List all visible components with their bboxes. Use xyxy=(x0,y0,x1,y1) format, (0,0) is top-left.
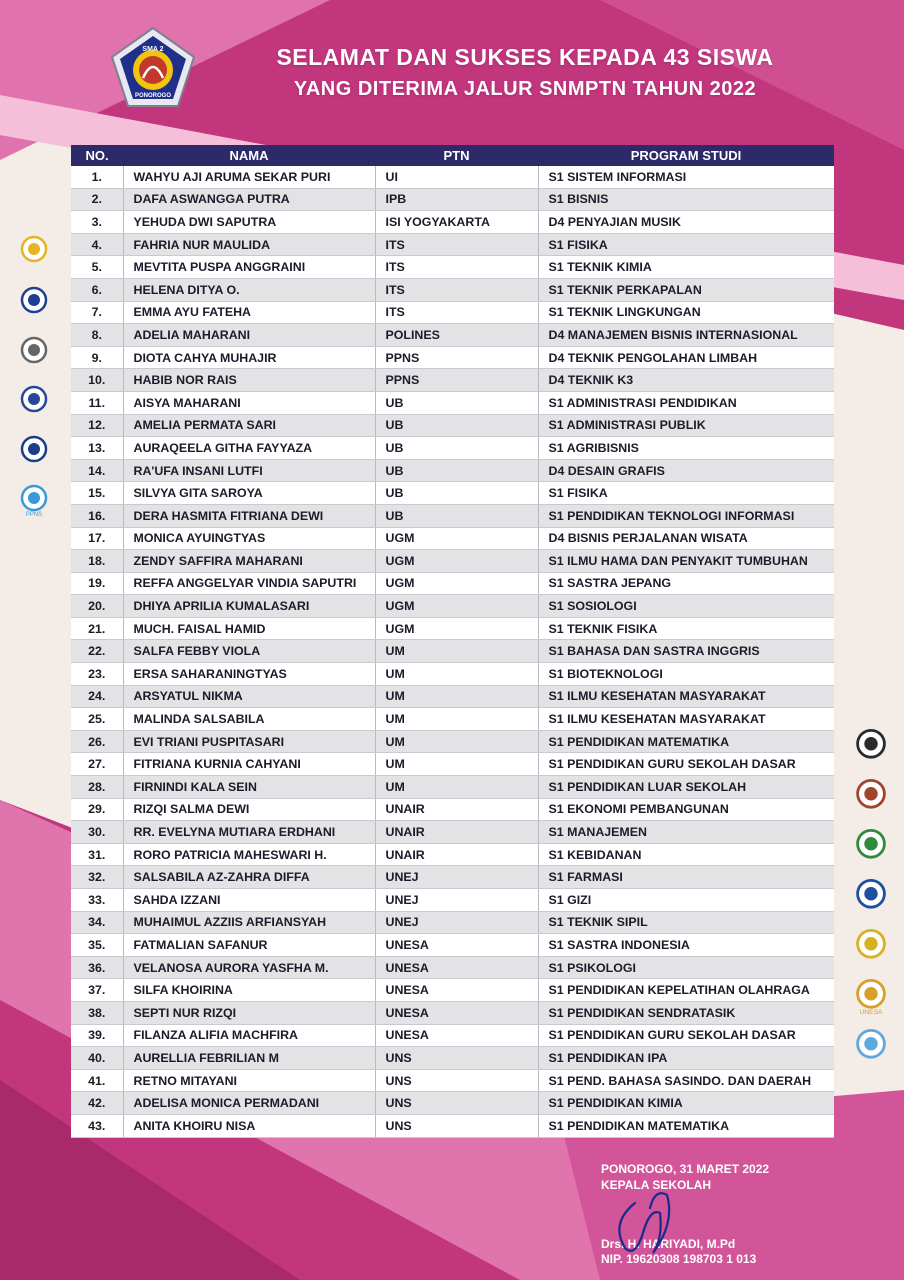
university-logo-icon xyxy=(852,1027,890,1065)
cell-no: 16. xyxy=(71,504,123,527)
cell-program-studi: S1 PENDIDIKAN GURU SEKOLAH DASAR xyxy=(538,1024,834,1047)
handwritten-signature-icon xyxy=(605,1183,695,1263)
cell-program-studi: S1 PENDIDIKAN SENDRATASIK xyxy=(538,1001,834,1024)
table-row xyxy=(71,233,834,256)
university-logo-icon xyxy=(852,877,890,915)
table-row xyxy=(71,437,834,460)
cell-ptn: UGM xyxy=(375,550,538,573)
cell-no: 12. xyxy=(71,414,123,437)
cell-program-studi: S1 PENDIDIKAN GURU SEKOLAH DASAR xyxy=(538,753,834,776)
cell-no: 20. xyxy=(71,595,123,618)
student-table xyxy=(71,145,834,1138)
cell-no: 37. xyxy=(71,979,123,1002)
cell-nama: SILFA KHOIRINA xyxy=(123,979,375,1002)
cell-ptn: IPB xyxy=(375,188,538,211)
cell-program-studi: S1 ILMU HAMA DAN PENYAKIT TUMBUHAN xyxy=(538,550,834,573)
cell-ptn: UNS xyxy=(375,1092,538,1115)
cell-nama: SALSABILA AZ-ZAHRA DIFFA xyxy=(123,866,375,889)
cell-ptn: UI xyxy=(375,166,538,188)
table-row xyxy=(71,278,834,301)
cell-ptn: UM xyxy=(375,776,538,799)
cell-no: 33. xyxy=(71,889,123,912)
table-row xyxy=(71,256,834,279)
cell-no: 2. xyxy=(71,188,123,211)
cell-program-studi: D4 MANAJEMEN BISNIS INTERNASIONAL xyxy=(538,324,834,347)
cell-no: 1. xyxy=(71,166,123,188)
cell-nama: SEPTI NUR RIZQI xyxy=(123,1001,375,1024)
cell-ptn: UNAIR xyxy=(375,821,538,844)
page-title: SELAMAT DAN SUKSES KEPADA 43 SISWA xyxy=(276,44,774,70)
table-row xyxy=(71,821,834,844)
cell-ptn: UNS xyxy=(375,1047,538,1070)
cell-program-studi: S1 KEBIDANAN xyxy=(538,843,834,866)
column-header-program-studi: PROGRAM STUDI xyxy=(538,145,834,166)
cell-nama: WAHYU AJI ARUMA SEKAR PURI xyxy=(123,166,375,188)
cell-no: 7. xyxy=(71,301,123,324)
university-logo-icon xyxy=(17,384,51,418)
university-logo-icon xyxy=(852,777,890,815)
cell-program-studi: S1 PENDIDIKAN MATEMATIKA xyxy=(538,730,834,753)
cell-no: 19. xyxy=(71,572,123,595)
cell-nama: ADELISA MONICA PERMADANI xyxy=(123,1092,375,1115)
cell-ptn: UNAIR xyxy=(375,798,538,821)
table-row xyxy=(71,685,834,708)
cell-ptn: ITS xyxy=(375,301,538,324)
cell-ptn: UB xyxy=(375,459,538,482)
cell-program-studi: S1 AGRIBISNIS xyxy=(538,437,834,460)
cell-program-studi: S1 ADMINISTRASI PUBLIK xyxy=(538,414,834,437)
table-row xyxy=(71,730,834,753)
cell-program-studi: S1 PENDIDIKAN MATEMATIKA xyxy=(538,1114,834,1137)
cell-nama: YEHUDA DWI SAPUTRA xyxy=(123,211,375,234)
cell-ptn: UNS xyxy=(375,1069,538,1092)
table-row xyxy=(71,504,834,527)
cell-program-studi: S1 SASTRA JEPANG xyxy=(538,572,834,595)
cell-program-studi: S1 ILMU KESEHATAN MASYARAKAT xyxy=(538,708,834,731)
table-row xyxy=(71,324,834,347)
cell-ptn: UM xyxy=(375,753,538,776)
cell-ptn: UM xyxy=(375,730,538,753)
cell-ptn: UB xyxy=(375,414,538,437)
cell-no: 10. xyxy=(71,369,123,392)
cell-program-studi: S1 PENDIDIKAN LUAR SEKOLAH xyxy=(538,776,834,799)
cell-program-studi: S1 PENDIDIKAN KEPELATIHAN OLAHRAGA xyxy=(538,979,834,1002)
cell-no: 4. xyxy=(71,233,123,256)
cell-nama: RORO PATRICIA MAHESWARI H. xyxy=(123,843,375,866)
cell-no: 27. xyxy=(71,753,123,776)
cell-nama: SALFA FEBBY VIOLA xyxy=(123,640,375,663)
cell-nama: DAFA ASWANGGA PUTRA xyxy=(123,188,375,211)
cell-no: 32. xyxy=(71,866,123,889)
cell-program-studi: D4 TEKNIK PENGOLAHAN LIMBAH xyxy=(538,346,834,369)
signature-place-date: PONOROGO, 31 MARET 2022 xyxy=(601,1162,770,1176)
cell-program-studi: D4 BISNIS PERJALANAN WISATA xyxy=(538,527,834,550)
university-logo-icon xyxy=(17,285,51,319)
cell-ptn: UB xyxy=(375,391,538,414)
cell-nama: ANITA KHOIRU NISA xyxy=(123,1114,375,1137)
cell-nama: ADELIA MAHARANI xyxy=(123,324,375,347)
table-row xyxy=(71,889,834,912)
unesa-logo-label: UNESA xyxy=(859,1008,883,1015)
cell-no: 3. xyxy=(71,211,123,234)
cell-ptn: UGM xyxy=(375,572,538,595)
table-row xyxy=(71,1092,834,1115)
cell-nama: MUCH. FAISAL HAMID xyxy=(123,617,375,640)
cell-nama: FAHRIA NUR MAULIDA xyxy=(123,233,375,256)
cell-program-studi: S1 BIOTEKNOLOGI xyxy=(538,663,834,686)
cell-no: 34. xyxy=(71,911,123,934)
cell-program-studi: S1 TEKNIK KIMIA xyxy=(538,256,834,279)
cell-no: 9. xyxy=(71,346,123,369)
cell-no: 40. xyxy=(71,1047,123,1070)
cell-program-studi: S1 ILMU KESEHATAN MASYARAKAT xyxy=(538,685,834,708)
cell-program-studi: S1 TEKNIK LINGKUNGAN xyxy=(538,301,834,324)
cell-program-studi: S1 TEKNIK SIPIL xyxy=(538,911,834,934)
university-logo-icon xyxy=(852,727,890,765)
table-row xyxy=(71,866,834,889)
cell-ptn: UM xyxy=(375,640,538,663)
cell-nama: SILVYA GITA SAROYA xyxy=(123,482,375,505)
cell-ptn: UNEJ xyxy=(375,889,538,912)
cell-nama: AURAQEELA GITHA FAYYAZA xyxy=(123,437,375,460)
cell-ptn: UM xyxy=(375,663,538,686)
cell-ptn: UB xyxy=(375,482,538,505)
cell-program-studi: S1 MANAJEMEN xyxy=(538,821,834,844)
cell-no: 28. xyxy=(71,776,123,799)
cell-no: 36. xyxy=(71,956,123,979)
cell-program-studi: S1 EKONOMI PEMBANGUNAN xyxy=(538,798,834,821)
cell-no: 38. xyxy=(71,1001,123,1024)
table-row xyxy=(71,391,834,414)
cell-program-studi: S1 PEND. BAHASA SASINDO. DAN DAERAH xyxy=(538,1069,834,1092)
cell-nama: HELENA DITYA O. xyxy=(123,278,375,301)
cell-no: 43. xyxy=(71,1114,123,1137)
table-row xyxy=(71,595,834,618)
cell-nama: DIOTA CAHYA MUHAJIR xyxy=(123,346,375,369)
table-row xyxy=(71,1001,834,1024)
table-row xyxy=(71,708,834,731)
cell-nama: AMELIA PERMATA SARI xyxy=(123,414,375,437)
cell-ptn: PPNS xyxy=(375,369,538,392)
cell-nama: MALINDA SALSABILA xyxy=(123,708,375,731)
cell-ptn: ITS xyxy=(375,278,538,301)
cell-ptn: UB xyxy=(375,504,538,527)
cell-program-studi: S1 SASTRA INDONESIA xyxy=(538,934,834,957)
cell-program-studi: S1 PENDIDIKAN IPA xyxy=(538,1047,834,1070)
table-row xyxy=(71,798,834,821)
cell-ptn: UNEJ xyxy=(375,911,538,934)
cell-nama: ZENDY SAFFIRA MAHARANI xyxy=(123,550,375,573)
cell-ptn: PPNS xyxy=(375,346,538,369)
cell-nama: DERA HASMITA FITRIANA DEWI xyxy=(123,504,375,527)
signature-name: Drs. H. HARIYADI, M.Pd xyxy=(601,1237,736,1251)
table-row xyxy=(71,301,834,324)
table-row xyxy=(71,188,834,211)
cell-no: 8. xyxy=(71,324,123,347)
cell-no: 11. xyxy=(71,391,123,414)
cell-ptn: UGM xyxy=(375,617,538,640)
ppns-logo-icon xyxy=(17,483,51,517)
cell-ptn: POLINES xyxy=(375,324,538,347)
cell-no: 41. xyxy=(71,1069,123,1092)
cell-program-studi: S1 ADMINISTRASI PENDIDIKAN xyxy=(538,391,834,414)
cell-program-studi: S1 TEKNIK FISIKA xyxy=(538,617,834,640)
table-row xyxy=(71,572,834,595)
cell-ptn: ITS xyxy=(375,256,538,279)
cell-nama: RR. EVELYNA MUTIARA ERDHANI xyxy=(123,821,375,844)
cell-program-studi: D4 PENYAJIAN MUSIK xyxy=(538,211,834,234)
cell-nama: MONICA AYUINGTYAS xyxy=(123,527,375,550)
cell-no: 15. xyxy=(71,482,123,505)
university-logo-icon xyxy=(852,927,890,965)
cell-no: 30. xyxy=(71,821,123,844)
table-row xyxy=(71,1114,834,1137)
signature-position: KEPALA SEKOLAH xyxy=(601,1178,712,1192)
table-row xyxy=(71,482,834,505)
table-row xyxy=(71,1069,834,1092)
cell-program-studi: S1 PENDIDIKAN KIMIA xyxy=(538,1092,834,1115)
cell-nama: VELANOSA AURORA YASFHA M. xyxy=(123,956,375,979)
cell-nama: MEVTITA PUSPA ANGGRAINI xyxy=(123,256,375,279)
cell-ptn: UM xyxy=(375,708,538,731)
table-row xyxy=(71,934,834,957)
school-logo-icon xyxy=(110,26,196,108)
table-row xyxy=(71,979,834,1002)
table-row xyxy=(71,166,834,188)
cell-no: 26. xyxy=(71,730,123,753)
table-row xyxy=(71,956,834,979)
cell-nama: FITRIANA KURNIA CAHYANI xyxy=(123,753,375,776)
table-row xyxy=(71,550,834,573)
cell-ptn: UNEJ xyxy=(375,866,538,889)
cell-ptn: UB xyxy=(375,437,538,460)
cell-program-studi: S1 BISNIS xyxy=(538,188,834,211)
cell-program-studi: S1 PSIKOLOGI xyxy=(538,956,834,979)
cell-no: 24. xyxy=(71,685,123,708)
cell-no: 22. xyxy=(71,640,123,663)
cell-program-studi: S1 BAHASA DAN SASTRA INGGRIS xyxy=(538,640,834,663)
cell-nama: HABIB NOR RAIS xyxy=(123,369,375,392)
cell-no: 21. xyxy=(71,617,123,640)
cell-no: 23. xyxy=(71,663,123,686)
cell-nama: AURELLIA FEBRILIAN M xyxy=(123,1047,375,1070)
cell-no: 39. xyxy=(71,1024,123,1047)
cell-ptn: UNESA xyxy=(375,1024,538,1047)
cell-no: 42. xyxy=(71,1092,123,1115)
cell-program-studi: D4 TEKNIK K3 xyxy=(538,369,834,392)
table-row xyxy=(71,1047,834,1070)
cell-ptn: UNESA xyxy=(375,979,538,1002)
cell-nama: REFFA ANGGELYAR VINDIA SAPUTRI xyxy=(123,572,375,595)
table-row xyxy=(71,1024,834,1047)
signature-nip: NIP. 19620308 198703 1 013 xyxy=(601,1252,757,1266)
table-row xyxy=(71,776,834,799)
cell-ptn: ISI YOGYAKARTA xyxy=(375,211,538,234)
table-row xyxy=(71,211,834,234)
cell-ptn: ITS xyxy=(375,233,538,256)
cell-no: 31. xyxy=(71,843,123,866)
cell-nama: FILANZA ALIFIA MACHFIRA xyxy=(123,1024,375,1047)
cell-nama: ERSA SAHARANINGTYAS xyxy=(123,663,375,686)
table-row xyxy=(71,346,834,369)
cell-program-studi: D4 DESAIN GRAFIS xyxy=(538,459,834,482)
logo-text-bottom: PONOROGO xyxy=(134,93,172,99)
table-row xyxy=(71,911,834,934)
university-logo-icon xyxy=(17,335,51,369)
cell-nama: ARSYATUL NIKMA xyxy=(123,685,375,708)
cell-program-studi: S1 FARMASI xyxy=(538,866,834,889)
table-row xyxy=(71,663,834,686)
table-row xyxy=(71,414,834,437)
cell-nama: AISYA MAHARANI xyxy=(123,391,375,414)
cell-program-studi: S1 FISIKA xyxy=(538,482,834,505)
cell-nama: EVI TRIANI PUSPITASARI xyxy=(123,730,375,753)
cell-ptn: UM xyxy=(375,685,538,708)
cell-nama: SAHDA IZZANI xyxy=(123,889,375,912)
university-logo-icon xyxy=(852,827,890,865)
cell-ptn: UNESA xyxy=(375,956,538,979)
cell-no: 14. xyxy=(71,459,123,482)
cell-no: 13. xyxy=(71,437,123,460)
university-logo-icon xyxy=(17,434,51,468)
page-subtitle: YANG DITERIMA JALUR SNMPTN TAHUN 2022 xyxy=(293,78,757,100)
cell-nama: DHIYA APRILIA KUMALASARI xyxy=(123,595,375,618)
cell-ptn: UGM xyxy=(375,595,538,618)
cell-nama: RA'UFA INSANI LUTFI xyxy=(123,459,375,482)
cell-no: 18. xyxy=(71,550,123,573)
table-header-row xyxy=(71,145,834,166)
cell-nama: FATMALIAN SAFANUR xyxy=(123,934,375,957)
cell-program-studi: S1 GIZI xyxy=(538,889,834,912)
column-header-no: NO. xyxy=(71,145,123,166)
table-row xyxy=(71,617,834,640)
table-row xyxy=(71,527,834,550)
table-row xyxy=(71,640,834,663)
cell-nama: MUHAIMUL AZZIIS ARFIANSYAH xyxy=(123,911,375,934)
cell-no: 17. xyxy=(71,527,123,550)
cell-no: 29. xyxy=(71,798,123,821)
cell-nama: RIZQI SALMA DEWI xyxy=(123,798,375,821)
cell-ptn: UGM xyxy=(375,527,538,550)
cell-program-studi: S1 SOSIOLOGI xyxy=(538,595,834,618)
cell-program-studi: S1 PENDIDIKAN TEKNOLOGI INFORMASI xyxy=(538,504,834,527)
cell-no: 25. xyxy=(71,708,123,731)
cell-no: 6. xyxy=(71,278,123,301)
cell-nama: RETNO MITAYANI xyxy=(123,1069,375,1092)
cell-ptn: UNS xyxy=(375,1114,538,1137)
column-header-ptn: PTN xyxy=(375,145,538,166)
cell-ptn: UNESA xyxy=(375,934,538,957)
ppns-logo-label: PPNS xyxy=(25,512,43,517)
cell-ptn: UNESA xyxy=(375,1001,538,1024)
cell-no: 5. xyxy=(71,256,123,279)
table-row xyxy=(71,843,834,866)
cell-no: 35. xyxy=(71,934,123,957)
university-logo-icon xyxy=(17,234,51,268)
table-row xyxy=(71,369,834,392)
cell-ptn: UNAIR xyxy=(375,843,538,866)
cell-nama: EMMA AYU FATEHA xyxy=(123,301,375,324)
logo-text-top: SMA 2 xyxy=(142,46,164,53)
table-row xyxy=(71,459,834,482)
cell-program-studi: S1 SISTEM INFORMASI xyxy=(538,166,834,188)
unesa-logo-icon xyxy=(852,977,890,1015)
cell-program-studi: S1 TEKNIK PERKAPALAN xyxy=(538,278,834,301)
cell-program-studi: S1 FISIKA xyxy=(538,233,834,256)
column-header-nama: NAMA xyxy=(123,145,375,166)
cell-nama: FIRNINDI KALA SEIN xyxy=(123,776,375,799)
table-row xyxy=(71,753,834,776)
